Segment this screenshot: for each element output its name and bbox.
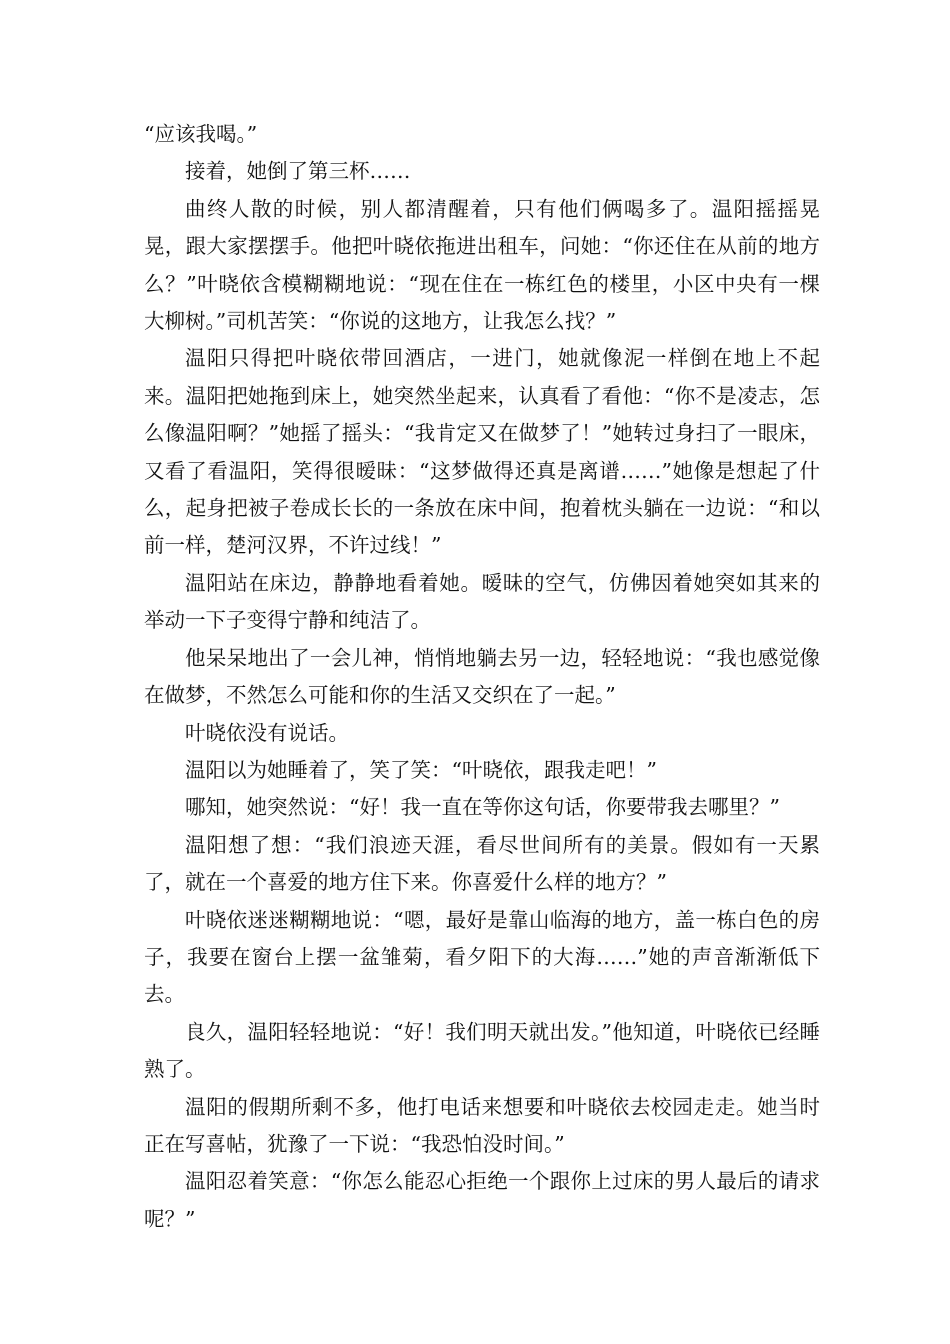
paragraph-5: 温阳站在床边，静静地看着她。暧昧的空气，仿佛因着她突如其来的举动一下子变得宁静和纯洁了。	[144, 570, 820, 633]
paragraph-14: 温阳忍着笑意：“你怎么能忍心拒绝一个跟你上过床的男人最后的请求呢？”	[144, 1169, 820, 1231]
paragraph-6: 他呆呆地出了一会儿神，悄悄地躺去另一边，轻轻地说：“我也感觉像在做梦，不然怎么可能和你的生活又交织在了一起。”	[144, 645, 820, 708]
paragraph-2: 接着，她倒了第三杯……	[185, 159, 411, 184]
paragraph-4: 温阳只得把叶晓依带回酒店，一进门，她就像泥一样倒在地上不起来。温阳把她拖到床上，她突然坐起来，认真看了看他：“你不是凌志，怎么像温阳啊？”她摇了摇头：“我肯定又在做梦了！”她转过身扫了一眼床，又看了看温阳，笑得很暧昧：“这梦做得还真是离谱……”她像是想起了什么，起身把被子卷成长长的一条放在床中间，抱着枕头躺在一边说：“和以前一样，楚河汉界，不许过线！”	[144, 346, 820, 558]
paragraph-9: 哪知，她突然说：“好！我一直在等你这句话，你要带我去哪里？”	[185, 795, 780, 820]
paragraph-1: “应该我喝。”	[144, 122, 258, 146]
paragraph-10: 温阳想了想：“我们浪迹天涯，看尽世间所有的美景。假如有一天累了，就在一个喜爱的地方住下来。你喜爱什么样的地方？”	[144, 832, 820, 895]
paragraph-3: 曲终人散的时候，别人都清醒着，只有他们俩喝多了。温阳摇摇晃晃，跟大家摆摆手。他把叶晓依拖进出租车，问她：“你还住在从前的地方么？”叶晓依含模糊糊地说：“现在住在一栋红色的楼里，小区中央有一棵大柳树。”司机苦笑：“你说的这地方，让我怎么找？”	[144, 196, 820, 334]
paragraph-7: 叶晓依没有说话。	[185, 720, 349, 745]
paragraph-13: 温阳的假期所剩不多，他打电话来想要和叶晓依去校园走走。她当时正在写喜帖，犹豫了一下说：“我恐怕没时间。”	[144, 1094, 820, 1156]
paragraph-8: 温阳以为她睡着了，笑了笑：“叶晓依，跟我走吧！”	[185, 757, 657, 782]
paragraph-12: 良久，温阳轻轻地说：“好！我们明天就出发。”他知道，叶晓依已经睡熟了。	[144, 1019, 820, 1082]
paragraph-11: 叶晓依迷迷糊糊地说：“嗯，最好是靠山临海的地方，盖一栋白色的房子，我要在窗台上摆一盆雏菊，看夕阳下的大海……”她的声音渐渐低下去。	[144, 907, 820, 1007]
novel-text-body	[144, 116, 820, 1238]
